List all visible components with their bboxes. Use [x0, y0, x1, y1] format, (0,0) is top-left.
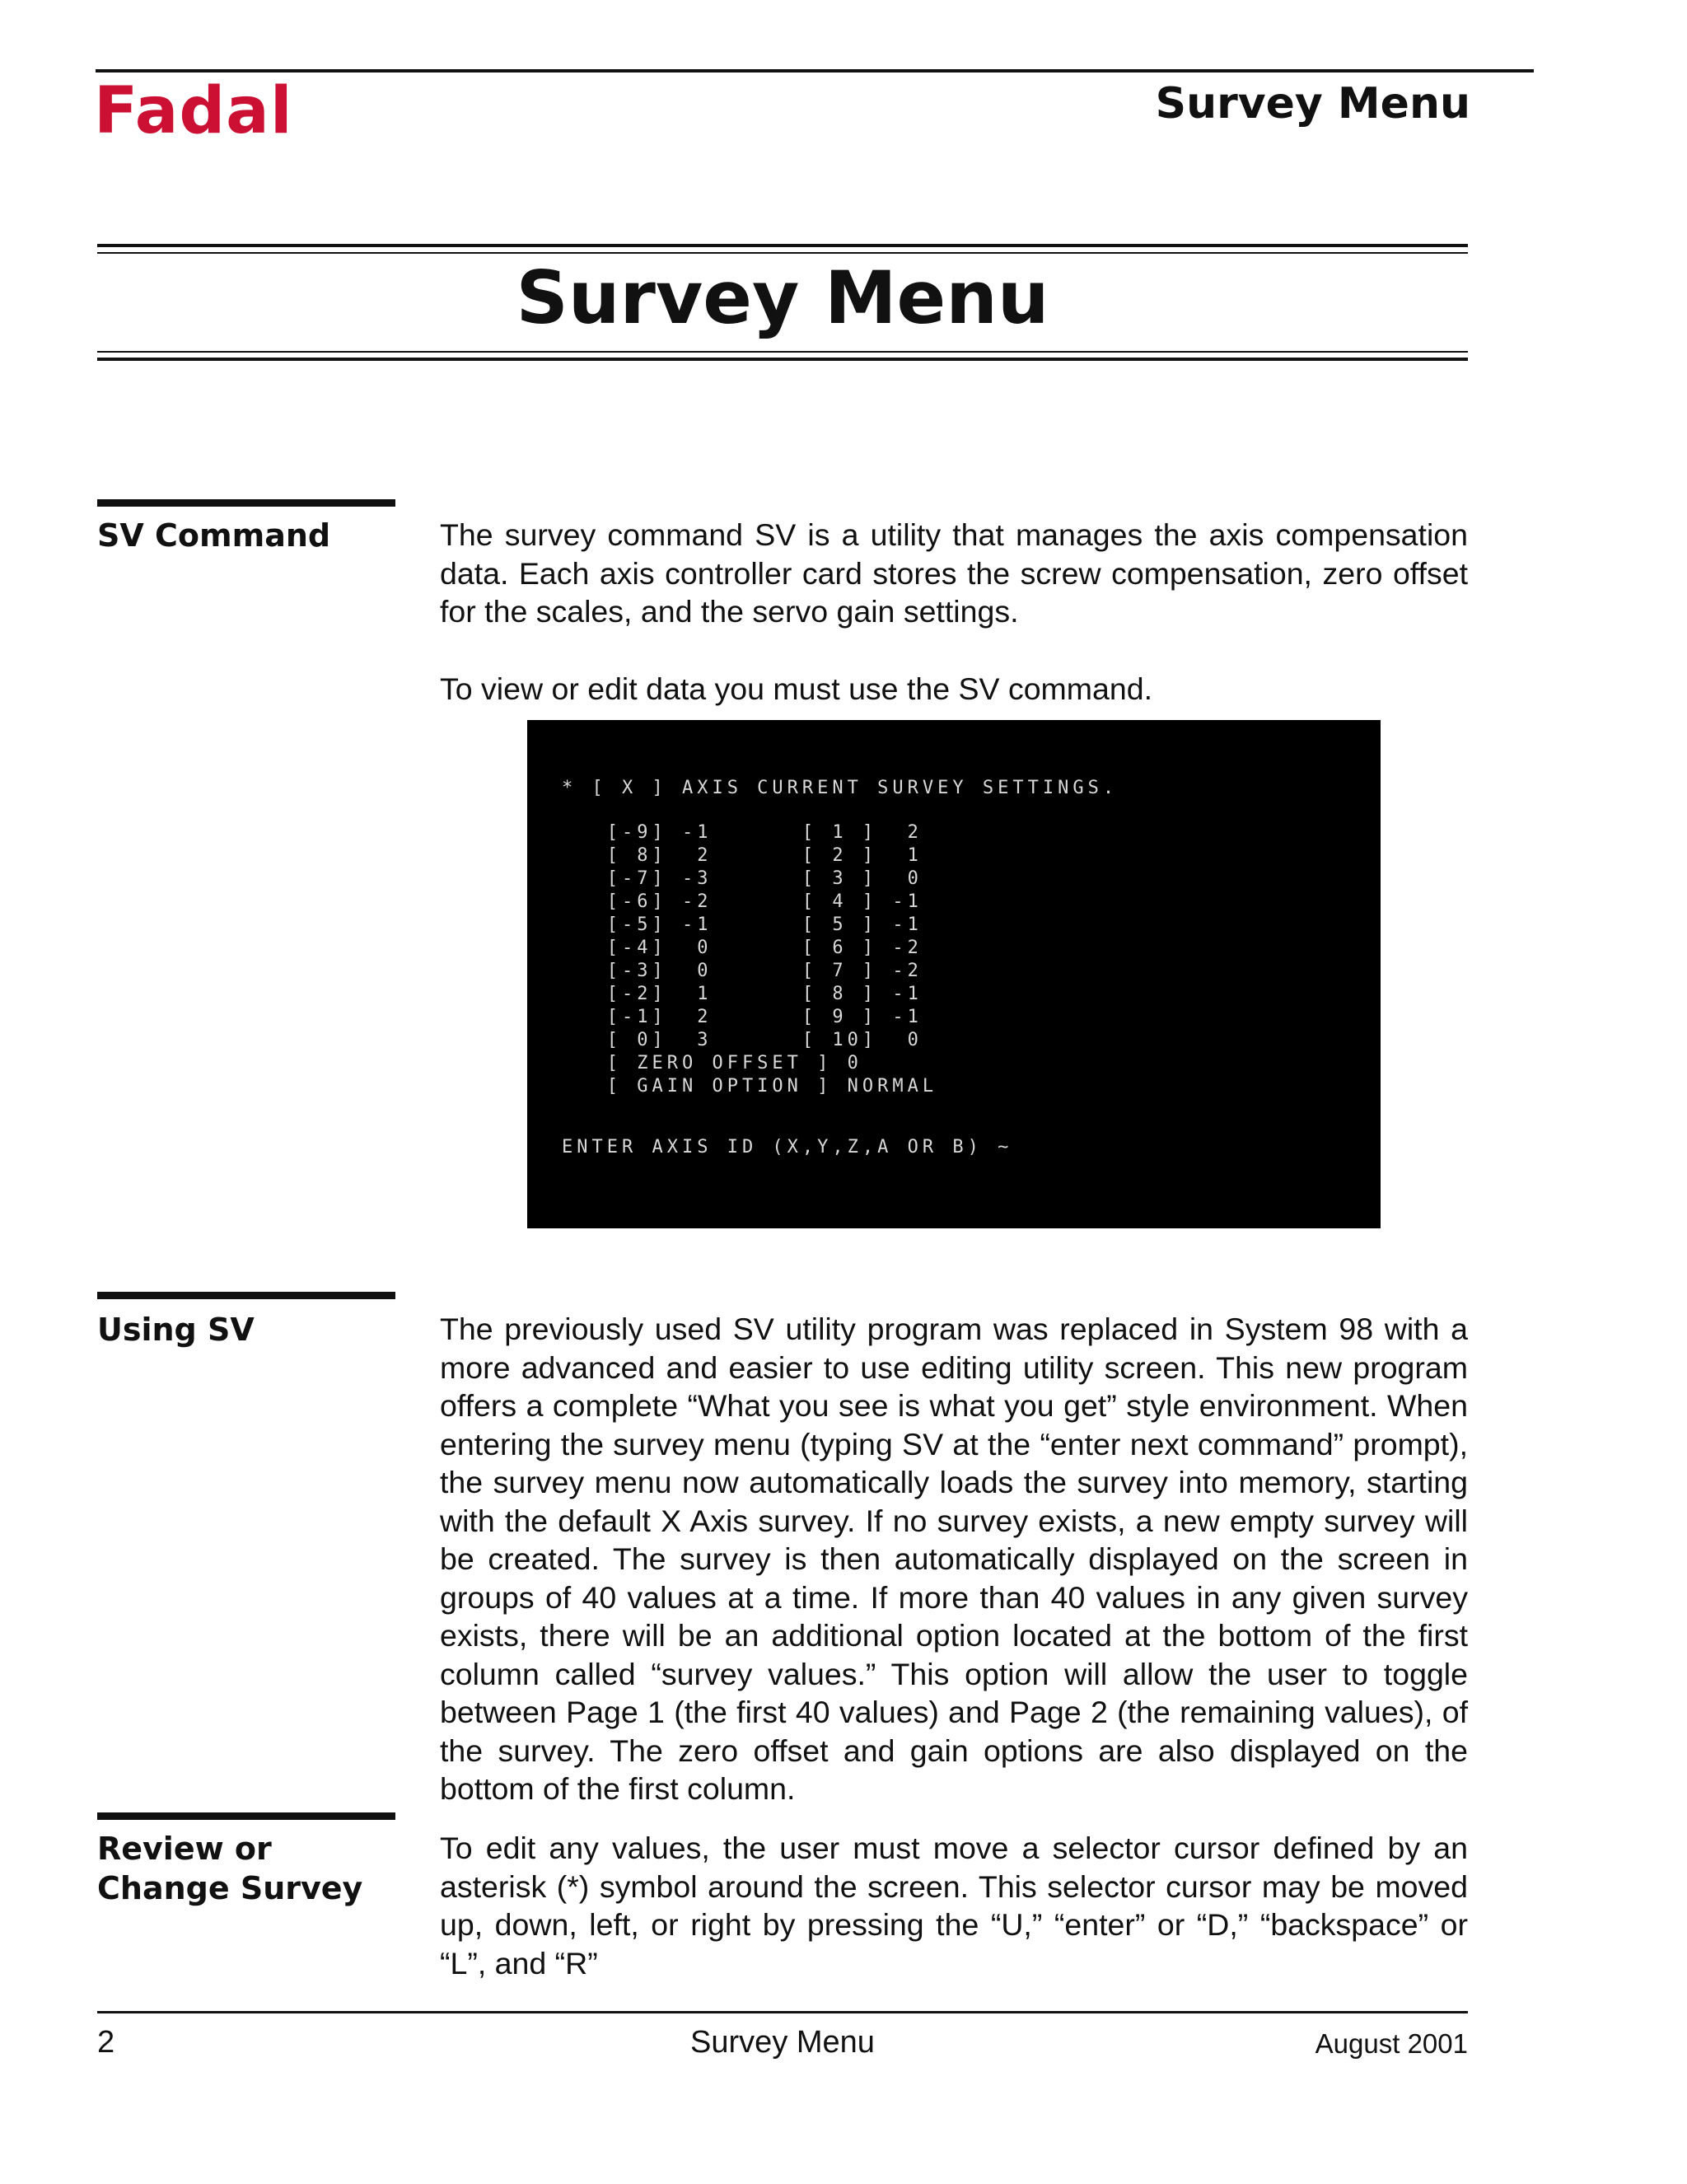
- page-title: Survey Menu: [516, 255, 1049, 340]
- using-sv-paragraph: The previously used SV utility program was replaced in System 98 with a more advanced and easier to use editing utility screen. This new program offers a complete “What you see is what you get” style environment. When entering the survey menu (typing SV at the “enter next command” prompt), the survey menu now automatically loads the survey into memory, starting with the default X Axis survey. If no survey exists, a new empty survey will be created. The survey is then automatically displayed on the screen in groups of 40 values at a time. If more than 40 values in any given survey exists, there will be an additional option located at the bottom of the first column called “survey values.” This option will allow the user to toggle between Page 1 (the first 40 values) and Page 2 (the remaining values), of the survey. The zero offset and gain options are also displayed on the bottom of the first column.: [440, 1312, 1468, 1806]
- header-rule: [96, 69, 1534, 72]
- title-rule-bottom: [97, 358, 1468, 361]
- terminal-row: [ 0] 3 [ 10] 0: [562, 1030, 923, 1050]
- terminal-row: [ 8] 2 [ 2 ] 1: [562, 845, 923, 866]
- section-bar-review-survey: [97, 1812, 395, 1820]
- terminal-row: [-7] -3 [ 3 ] 0: [562, 868, 923, 889]
- terminal-zero-offset-row: [ ZERO OFFSET ] 0: [562, 1053, 862, 1073]
- terminal-gain-option-row: [ GAIN OPTION ] NORMAL: [562, 1076, 938, 1097]
- title-rule-bottom-thin: [97, 351, 1468, 353]
- terminal-row: [-4] 0 [ 6 ] -2: [562, 938, 923, 958]
- terminal-prompt-line: ENTER AXIS ID (X,Y,Z,A OR B) ~: [562, 1137, 1013, 1157]
- terminal-title-line: * [ X ] AXIS CURRENT SURVEY SETTINGS.: [562, 778, 1119, 798]
- title-rule-top-thin: [97, 252, 1468, 254]
- title-rule-top: [97, 244, 1468, 247]
- fadal-logo: Fadal: [94, 74, 293, 148]
- sv-command-paragraph: The survey command SV is a utility that manages the axis compensation data. Each axis controller card stores the screw compensation, zero offset for the scales, and the servo gain settings.: [440, 517, 1468, 629]
- section-bar-using-sv: [97, 1292, 395, 1299]
- terminal-row: [-2] 1 [ 8 ] -1: [562, 984, 923, 1004]
- review-survey-paragraph: To edit any values, the user must move a selector cursor defined by an asterisk (*) symbol around the screen. This selector cursor may be moved up, down, left, or right by pressing the “U,” “enter” or “D,” “backspace” or “L”, and “R”: [440, 1831, 1468, 1981]
- terminal-row: [-6] -2 [ 4 ] -1: [562, 891, 923, 912]
- survey-terminal-screenshot: [527, 720, 1381, 1228]
- footer-date: August 2001: [1315, 2028, 1468, 2059]
- footer-page-number: 2: [97, 2025, 115, 2060]
- terminal-row: [-5] -1 [ 5 ] -1: [562, 914, 923, 935]
- terminal-row: [-9] -1 [ 1 ] 2: [562, 822, 923, 843]
- terminal-row: [-1] 2 [ 9 ] -1: [562, 1007, 923, 1027]
- heading-review-survey: Review or Change Survey: [97, 1831, 363, 1906]
- footer-rule: [97, 2011, 1468, 2013]
- running-head: Survey Menu: [1155, 79, 1470, 129]
- terminal-row: [-3] 0 [ 7 ] -2: [562, 961, 923, 981]
- heading-sv-command: SV Command: [97, 517, 331, 554]
- footer-title: Survey Menu: [690, 2025, 875, 2060]
- sv-command-note: To view or edit data you must use the SV command.: [440, 671, 1153, 706]
- heading-using-sv: Using SV: [97, 1312, 255, 1348]
- section-bar-sv-command: [97, 499, 395, 507]
